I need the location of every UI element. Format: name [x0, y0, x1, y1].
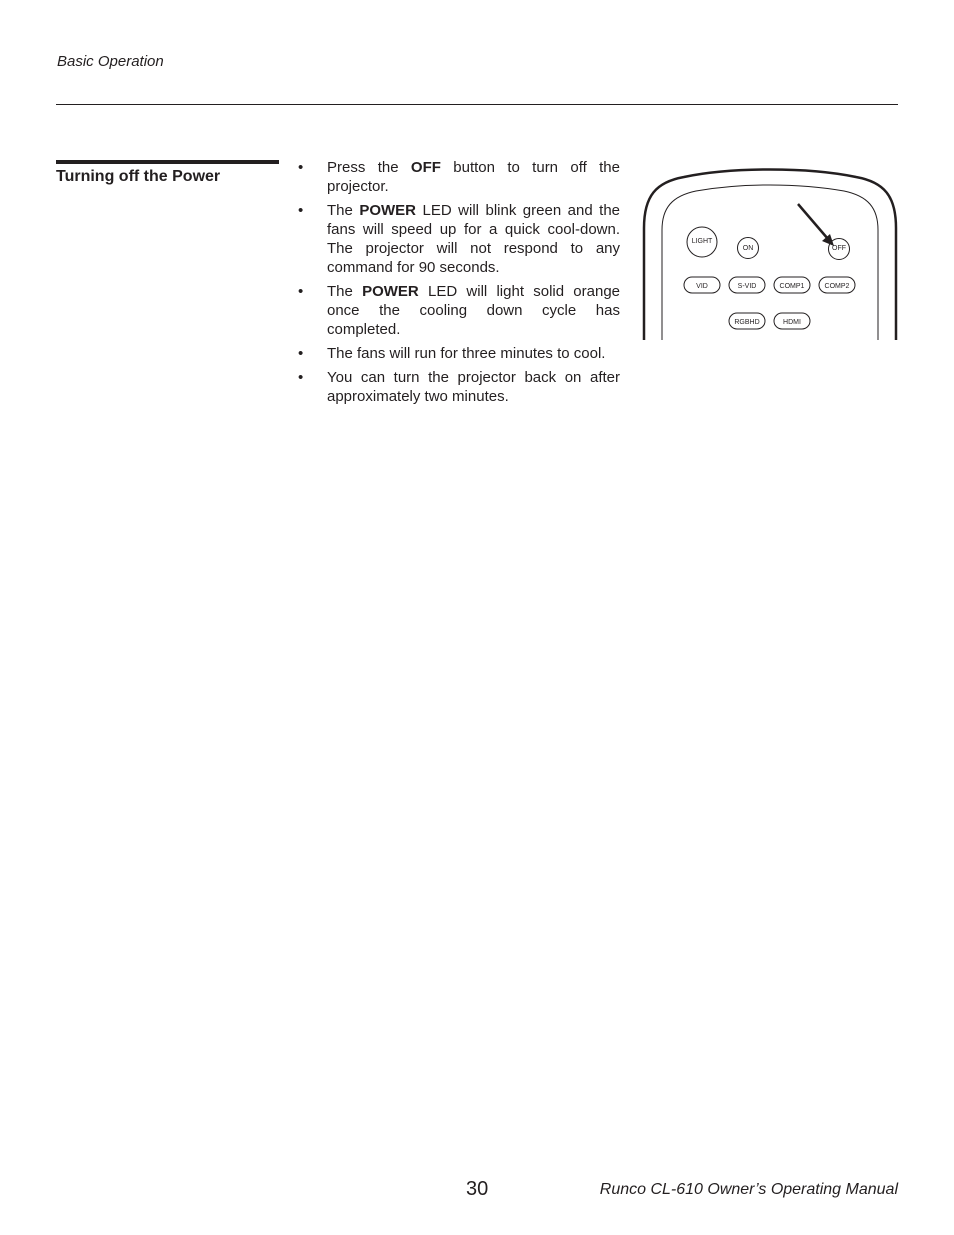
running-head: Basic Operation — [57, 53, 164, 70]
remote-control-svg — [642, 168, 898, 342]
bullet-icon: • — [298, 159, 304, 176]
vid-button-label: VID — [696, 283, 708, 290]
bullet-text: Press the — [327, 159, 411, 176]
list-item — [298, 201, 620, 277]
bullet-bold-text: OFF — [410, 159, 441, 176]
bullet-text: button to turn off the projector. — [327, 159, 620, 195]
hdmi-button-label: HDMI — [783, 319, 801, 326]
bullet-bold-text: POWER — [362, 283, 419, 300]
instruction-list — [298, 158, 620, 411]
bullet-icon: • — [298, 283, 304, 300]
bullet-icon: • — [298, 369, 304, 386]
remote-control-illustration — [642, 168, 898, 342]
bullet-text: The fans will run for three minutes to cool. — [327, 345, 606, 362]
bullet-icon: • — [298, 345, 304, 362]
s-vid-button-label: S-VID — [737, 283, 757, 290]
bullet-text: You can turn the projector back on after approximately two minutes. — [327, 369, 620, 405]
rgbhd-button-label: RGBHD — [734, 319, 760, 326]
list-item — [298, 158, 620, 196]
on-button-label: ON — [742, 245, 754, 252]
light-button-label: LIGHT — [691, 238, 713, 245]
list-item — [298, 368, 620, 406]
bullet-text: LED will blink green and the fans will speed up for a quick cool-down. The projector will not respond to any command for 90 seconds. — [327, 202, 621, 276]
bullet-text: The — [327, 202, 360, 219]
bullet-text: The — [327, 283, 363, 300]
bullet-bold-text: POWER — [359, 202, 417, 219]
bullet-icon: • — [298, 202, 304, 219]
page-number: 30 — [466, 1178, 489, 1200]
section-title: Turning off the Power — [56, 168, 221, 185]
bullet-text: LED will light solid orange once the cooling down cycle has completed. — [327, 283, 621, 338]
list-item — [298, 344, 620, 363]
header-rule — [56, 104, 898, 105]
remote-inner-outline — [662, 185, 878, 340]
off-button-label: OFF — [832, 245, 846, 252]
arrow-line — [798, 204, 828, 239]
comp2-button-label: COMP2 — [824, 283, 850, 290]
manual-title: Runco CL-610 Owner’s Operating Manual — [599, 1181, 898, 1198]
comp1-button-label: COMP1 — [779, 283, 805, 290]
list-item — [298, 282, 620, 339]
section-rule — [56, 160, 279, 164]
